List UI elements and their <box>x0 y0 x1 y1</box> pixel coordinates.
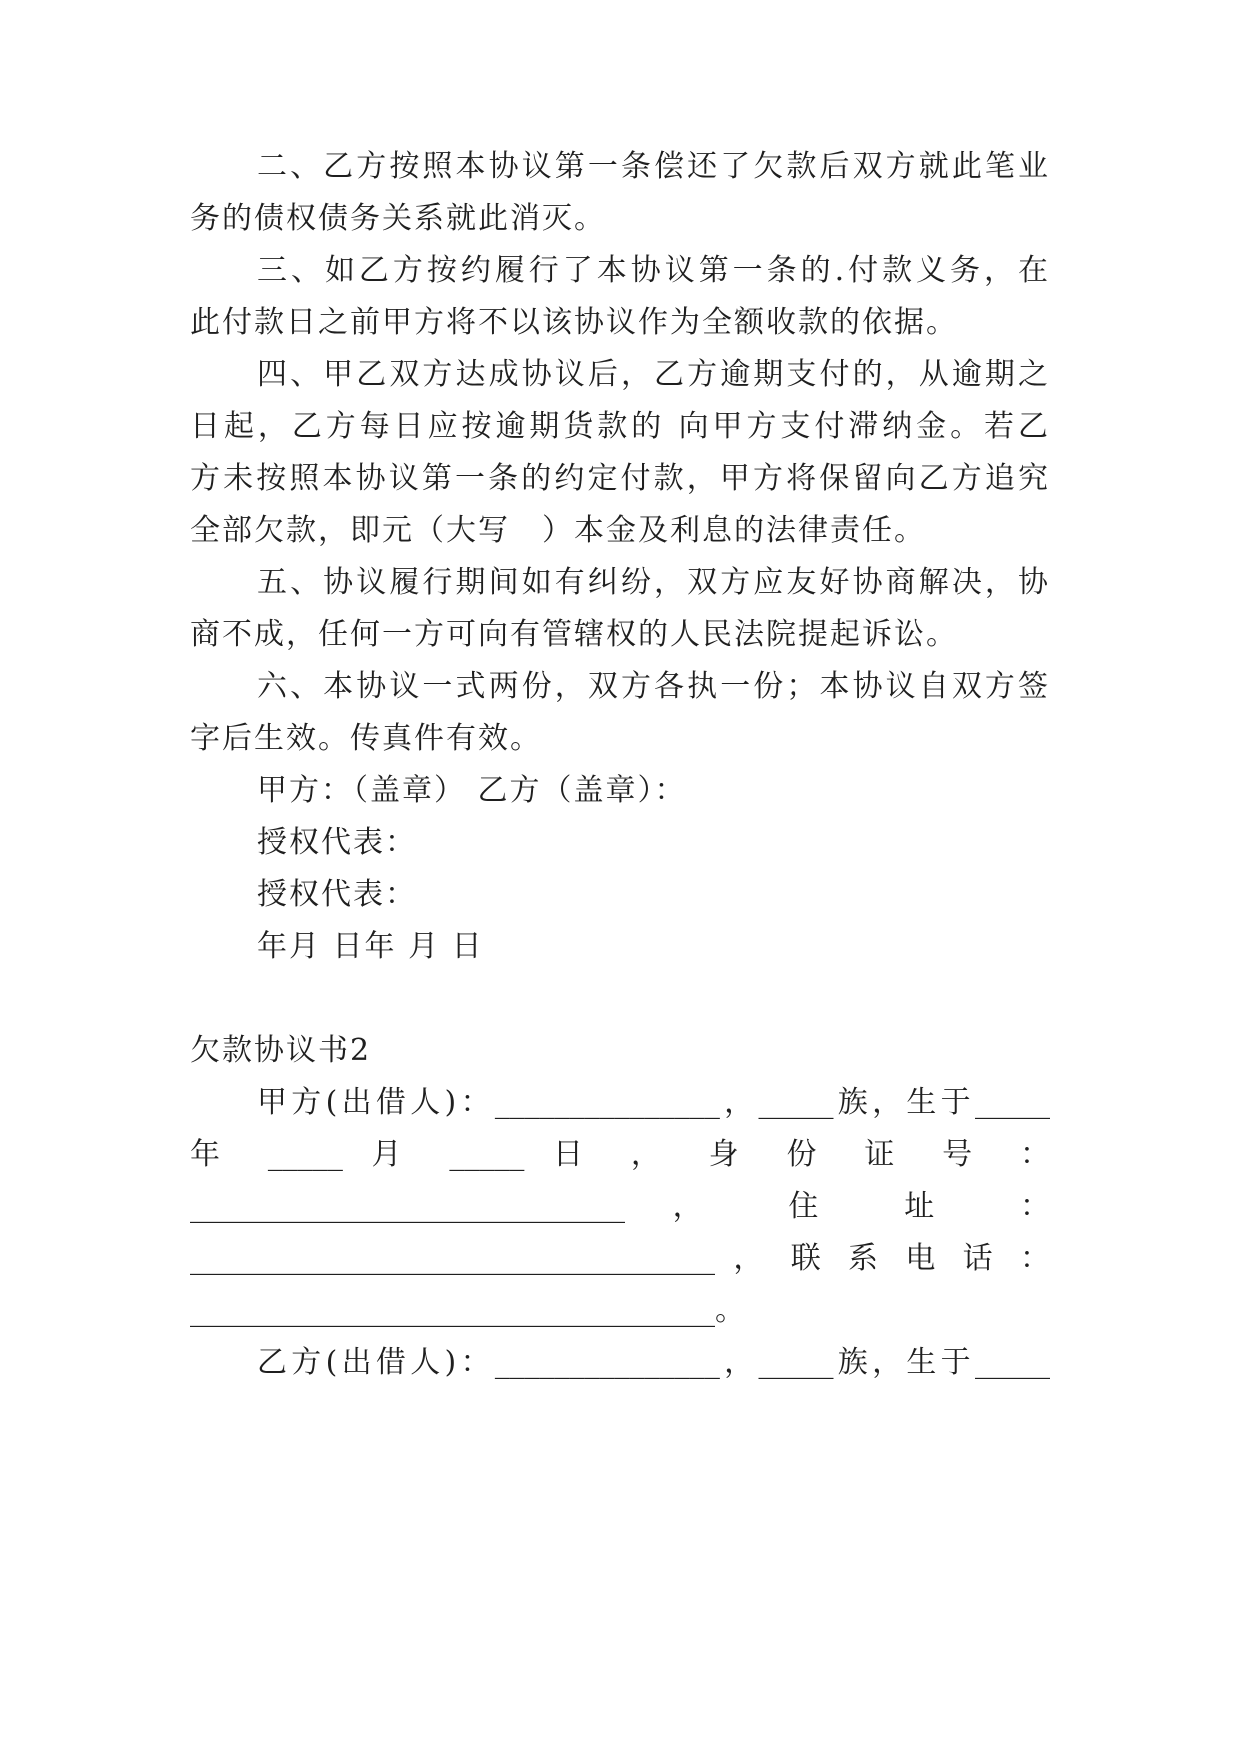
clause-6-line-1: 六、本协议一式两份，双方各执一份；本协议自双方签 <box>257 669 1050 704</box>
party-a-line-3: _____________________________ ， 住 址 ： <box>190 1189 1050 1224</box>
clause-2-line-2: 务的债权债务关系就此消灭。 <box>190 201 606 236</box>
party-b-line-1: 乙方(出借人)：_______________，_____族，生于_____ <box>257 1345 1050 1380</box>
party-a-line-2: 年 _____ 月 _____ 日 ， 身 份 证 号 ： <box>190 1137 1050 1172</box>
section-title: 欠款协议书2 <box>190 1033 372 1068</box>
party-a-line-1: 甲方(出借人)：_______________，_____族，生于_____ <box>257 1085 1050 1120</box>
clause-2-line-1: 二、乙方按照本协议第一条偿还了欠款后双方就此笔业 <box>257 149 1050 184</box>
authorized-rep-a: 授权代表： <box>257 825 417 860</box>
clause-5-line-1: 五、协议履行期间如有纠纷，双方应友好协商解决，协 <box>257 565 1050 600</box>
seal-line: 甲方：（盖章） 乙方（盖章）： <box>257 773 687 808</box>
clause-4-line-1: 四、甲乙双方达成协议后，乙方逾期支付的，从逾期之 <box>257 357 1050 392</box>
clause-3-line-1: 三、如乙方按约履行了本协议第一条的.付款义务，在 <box>257 253 1050 288</box>
clause-4-line-3: 方未按照本协议第一条的约定付款，甲方将保留向乙方追究 <box>190 461 1050 496</box>
clause-6-line-2: 字后生效。传真件有效。 <box>190 721 542 756</box>
party-a-line-4: ___________________________________ ， 联 系 电 话 ： <box>190 1241 1050 1276</box>
clause-3-line-2: 此付款日之前甲方将不以该协议作为全额收款的依据。 <box>190 305 958 340</box>
clause-4-line-2: 日起，乙方每日应按逾期货款的 向甲方支付滞纳金。若乙 <box>190 409 1050 444</box>
authorized-rep-b: 授权代表： <box>257 877 417 912</box>
date-line: 年月 日年 月 日 <box>257 929 484 964</box>
clause-5-line-2: 商不成，任何一方可向有管辖权的人民法院提起诉讼。 <box>190 617 958 652</box>
clause-4-line-4: 全部欠款，即元（大写 ）本金及利息的法律责任。 <box>190 513 926 548</box>
party-a-line-5: ___________________________________。 <box>190 1293 745 1328</box>
